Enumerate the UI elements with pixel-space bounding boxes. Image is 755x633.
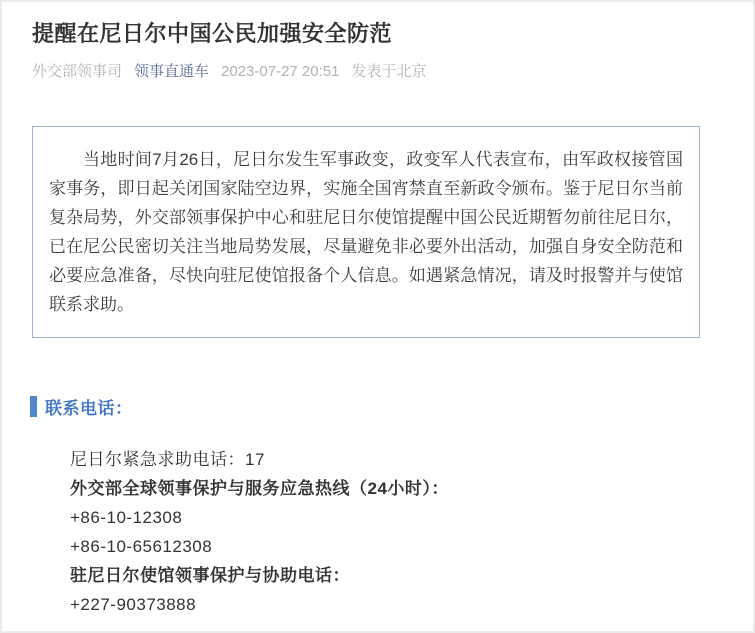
contact-line-embassy-label: 驻尼日尔使馆领事保护与协助电话： xyxy=(70,566,350,585)
contact-list xyxy=(70,445,723,619)
meta-author: 外交部领事司 xyxy=(32,63,123,80)
article-meta xyxy=(32,62,723,82)
contacts-heading-label: 联系电话： xyxy=(45,399,133,418)
contact-line-phone-embassy: +227-90373888 xyxy=(70,595,197,614)
contact-line-niger-emergency: 尼日尔紧急求助电话：17 xyxy=(70,450,265,469)
notice-box xyxy=(32,126,700,338)
accent-bar xyxy=(30,396,37,417)
contact-line-phone-12308: +86-10-12308 xyxy=(70,508,183,527)
meta-account-link[interactable]: 领事直通车 xyxy=(134,63,210,80)
contact-line-mfa-hotline-label: 外交部全球领事保护与服务应急热线（24小时）： xyxy=(70,479,449,498)
meta-location: 发表于北京 xyxy=(351,63,427,80)
contacts-section-heading xyxy=(32,394,723,419)
notice-paragraph: 当地时间7月26日，尼日尔发生军事政变，政变军人代表宣布，由军政权接管国家事务，即日起关闭国家陆空边界，实施全国宵禁直至新政令颁布。鉴于尼日尔当前复杂局势，外交部领事保护中心和驻尼日尔使馆提醒中国公民近期暂勿前往尼日尔，已在尼公民密切关注当地局势发展，尽量避免非必要外出活动，加强自身安全防范和必要应急准备，尽快向驻尼使馆报备个人信息。如遇紧急情况，请及时报警并与使馆联系求助。 xyxy=(49,150,683,314)
contact-line-phone-65612308: +86-10-65612308 xyxy=(70,537,213,556)
meta-datetime: 2023-07-27 20:51 xyxy=(221,63,340,80)
page-title: 提醒在尼日尔中国公民加强安全防范 xyxy=(32,21,393,46)
